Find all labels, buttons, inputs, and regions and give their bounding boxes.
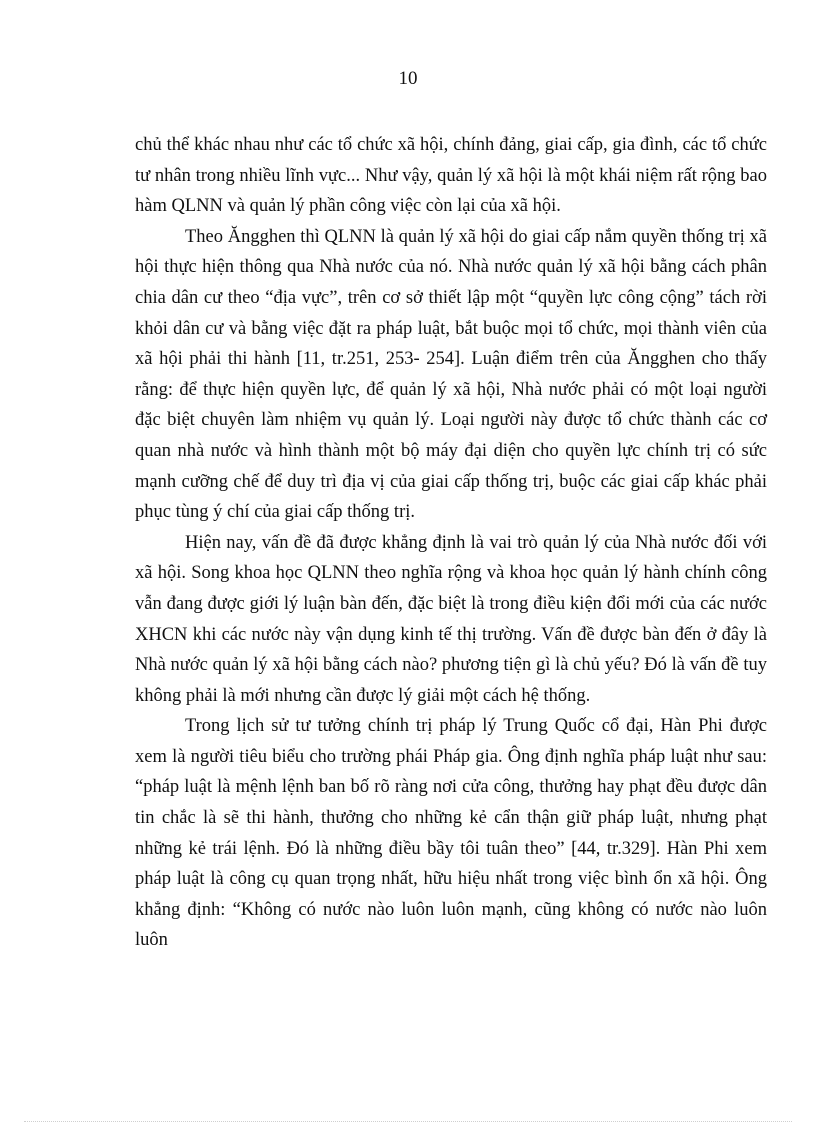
paragraph-continuation: chủ thể khác nhau như các tổ chức xã hội, chính đảng, giai cấp, gia đình, các tổ chức tư nhân trong nhiều lĩnh vực... Như vậy, quản lý xã hội là một khái niệm rất rộng bao hàm QLNN và quản lý phần công việc còn lại của xã hội.: [135, 135, 767, 217]
paragraph-state-management: Hiện nay, vấn đề đã được khẳng định là vai trò quản lý của Nhà nước đối với xã hội. Song khoa học QLNN theo nghĩa rộng và khoa học quản lý hành chính công vẫn đang được giới lý luận bàn đến, đặc biệt là trong điều kiện đổi mới của các nước XHCN khi các nước này vận dụng kinh tế thị trường. Vấn đề được bàn đến ở đây là Nhà nước quản lý xã hội bằng cách nào? phương tiện gì là chủ yếu? Đó là vấn đề tuy không phải là mới nhưng cần được lý giải một cách hệ thống.: [135, 532, 767, 706]
paragraph-engels: Theo Ăngghen thì QLNN là quản lý xã hội do giai cấp nắm quyền thống trị xã hội thực hiện thông qua Nhà nước của nó. Nhà nước quản lý xã hội bằng cách phân chia dân cư theo “địa vực”, trên cơ sở thiết lập một “quyền lực công cộng” tách rời khỏi dân cư và bằng việc đặt ra pháp luật, bắt buộc mọi tổ chức, mọi thành viên của xã hội phải thi hành [11, tr.251, 253- 254]. Luận điểm trên của Ăngghen cho thấy rằng: để thực hiện quyền lực, để quản lý xã hội, Nhà nước phải có một loại người đặc biệt chuyên làm nhiệm vụ quản lý. Loại người này được tổ chức thành các cơ quan nhà nước và hình thành một bộ máy đại diện cho quyền lực chính trị có sức mạnh cưỡng chế để duy trì địa vị của giai cấp thống trị, buộc các giai cấp khác phải phục tùng ý chí của giai cấp thống trị.: [135, 226, 767, 523]
page-number: 10: [398, 68, 418, 89]
body-text: [135, 130, 767, 956]
page-bottom-divider: [24, 1121, 792, 1122]
paragraph-han-fei: Trong lịch sử tư tưởng chính trị pháp lý Trung Quốc cổ đại, Hàn Phi được xem là người tiêu biểu cho trường phái Pháp gia. Ông định nghĩa pháp luật như sau: “pháp luật là mệnh lệnh ban bố rõ ràng nơi cửa công, thưởng hay phạt đều được dân tin chắc là sẽ thi hành, thưởng cho những kẻ cẩn thận giữ pháp luật, nhưng phạt những kẻ trái lệnh. Đó là những điều bầy tôi tuân theo” [44, tr.329]. Hàn Phi xem pháp luật là công cụ quan trọng nhất, hữu hiệu nhất trong việc bình ổn xã hội. Ông khẳng định: “Không có nước nào luôn luôn mạnh, cũng không có nước nào luôn luôn: [135, 716, 767, 951]
